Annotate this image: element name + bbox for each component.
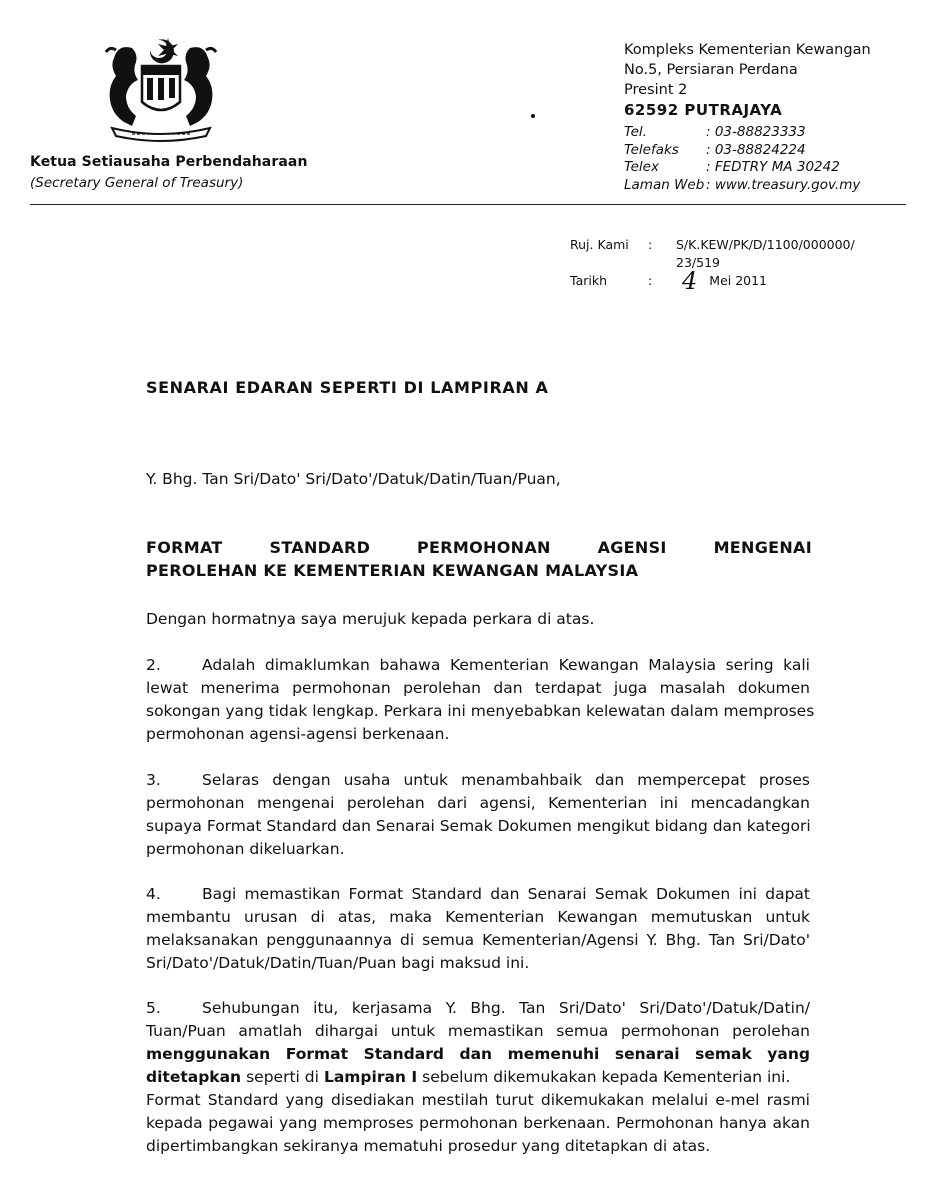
paragraph-text: kepada pegawai yang memproses permohonan berkenaan. Permohonan hanya akan	[146, 1114, 810, 1132]
contact-row-telex	[624, 159, 860, 177]
paragraph-text-bold: menggunakan Format Standard dan memenuhi senarai semak yang	[146, 1045, 810, 1063]
subject-word: PERMOHONAN	[417, 538, 551, 557]
subject-line-1	[146, 536, 812, 559]
date-day-handwritten: 4	[682, 267, 698, 295]
date-month-year: Mei 2011	[709, 273, 768, 288]
paragraph-line	[146, 700, 815, 723]
paragraph-text: Adalah dimaklumkan bahawa Kementerian Kewangan Malaysia sering kali	[202, 656, 810, 674]
paragraph-text: Tuan/Puan amatlah dihargai untuk memastikan semua permohonan perolehan	[146, 1022, 810, 1040]
paragraph-text: sebelum dikemukakan kepada Kementerian ini.	[422, 1068, 791, 1086]
paragraph-text: Sri/Dato'/Datuk/Datin/Tuan/Puan bagi maksud ini.	[146, 954, 530, 972]
paragraph-text: sokongan yang tidak lengkap. Perkara ini menyebabkan kelewatan dalam memproses	[146, 702, 815, 720]
paragraph-number: 4.	[146, 885, 161, 903]
contact-label: Telex	[624, 159, 659, 175]
paragraph-line	[146, 723, 810, 746]
reference-separator: :	[648, 237, 653, 252]
contact-value: : 03-88823333	[706, 124, 806, 140]
paragraph-text-bold: ditetapkan	[146, 1068, 242, 1086]
paragraph-number: 5.	[146, 999, 161, 1017]
paragraph-line	[146, 952, 810, 975]
paragraph-line	[146, 1089, 810, 1112]
reference-label: Ruj. Kami	[570, 237, 629, 252]
paragraph-line	[146, 883, 810, 906]
paragraph-line	[146, 815, 810, 838]
contact-row-tel	[624, 124, 860, 142]
paragraph-text-bold: Lampiran I	[323, 1068, 418, 1086]
paragraph-line	[146, 1066, 810, 1089]
paragraph-text: supaya Format Standard dan Senarai Semak Dokumen mengikut bidang dan kategori	[146, 817, 811, 835]
contact-label: Laman Web	[624, 176, 705, 193]
org-name: Ketua Setiausaha Perbendaharaan	[30, 154, 308, 170]
address-line: Kompleks Kementerian Kewangan	[624, 42, 871, 58]
paragraph-line	[146, 1020, 810, 1043]
paragraph-line	[146, 677, 810, 700]
contact-row-web	[624, 177, 860, 195]
paragraph-line	[146, 1043, 810, 1066]
paragraph-3	[146, 769, 810, 861]
paragraph-text: Sehubungan itu, kerjasama Y. Bhg. Tan Sri/Dato' Sri/Dato'/Datuk/Datin/	[202, 999, 810, 1017]
date-row	[570, 267, 855, 295]
contact-value-website: : www.treasury.gov.my	[706, 176, 861, 193]
paragraph-line	[146, 769, 810, 792]
paragraph-5	[146, 997, 810, 1158]
paragraph-2	[146, 654, 815, 746]
paragraph-line	[146, 906, 810, 929]
header-divider	[30, 204, 906, 205]
paragraph-line	[146, 997, 810, 1020]
paragraph-text: Bagi memastikan Format Standard dan Senarai Semak Dokumen ini dapat	[202, 885, 810, 903]
paragraph-4	[146, 883, 810, 975]
reference-row	[570, 236, 855, 254]
stray-mark	[531, 114, 535, 118]
paragraph-line	[146, 929, 810, 952]
paragraph-text: Format Standard yang disediakan mestilah turut dikemukakan melalui e-mel rasmi	[146, 1091, 810, 1109]
org-subtitle: (Secretary General of Treasury)	[30, 175, 244, 191]
subject-word: MENGENAI	[713, 538, 812, 557]
contact-value: : 03-88824224	[706, 141, 806, 158]
paragraph-number: 3.	[146, 771, 161, 789]
contact-block	[624, 124, 860, 194]
paragraph-text: dipertimbangkan sekiranya mematuhi prosedur yang ditetapkan di atas.	[146, 1137, 711, 1155]
paragraph-number: 2.	[146, 656, 161, 674]
address-city: 62592 PUTRAJAYA	[624, 101, 783, 119]
contact-label: Telefaks	[624, 141, 679, 158]
paragraph-text: Selaras dengan usaha untuk menambahbaik dan mempercepat proses	[202, 771, 810, 789]
paragraph-text: seperti di	[246, 1068, 319, 1086]
contact-label: Tel.	[624, 124, 647, 140]
paragraph-line	[146, 792, 810, 815]
paragraph-text: melaksanakan penggunaannya di semua Kementerian/Agensi Y. Bhg. Tan Sri/Dato'	[146, 931, 810, 949]
address-line: Presint 2	[624, 82, 688, 98]
paragraph-text: lewat menerima permohonan perolehan dan terdapat juga masalah dokumen	[146, 679, 810, 697]
date-separator: :	[648, 273, 653, 288]
salutation: Y. Bhg. Tan Sri/Dato' Sri/Dato'/Datuk/Datin/Tuan/Puan,	[146, 470, 561, 488]
paragraph-line	[146, 654, 810, 677]
coat-of-arms-icon	[92, 36, 230, 146]
paragraph-line	[146, 1135, 810, 1158]
subject-line-2: PEROLEHAN KE KEMENTERIAN KEWANGAN MALAYSIA	[146, 561, 639, 580]
paragraph-text: permohonan dikeluarkan.	[146, 840, 345, 858]
paragraph-text: permohonan mengenai perolehan dari agensi, Kementerian ini mencadangkan	[146, 794, 810, 812]
subject-word: STANDARD	[269, 538, 371, 557]
opening-paragraph	[146, 608, 810, 631]
date-label: Tarikh	[570, 273, 607, 288]
paragraph-text: permohonan agensi-agensi berkenaan.	[146, 725, 450, 743]
contact-value: : FEDTRY MA 30242	[706, 159, 840, 175]
distribution-heading: SENARAI EDARAN SEPERTI DI LAMPIRAN A	[146, 378, 549, 397]
reference-value: S/K.KEW/PK/D/1100/000000/	[676, 237, 855, 252]
contact-row-fax	[624, 142, 860, 160]
paragraph-text: membantu urusan di atas, maka Kementerian Kewangan memutuskan untuk	[146, 908, 810, 926]
paragraph-line	[146, 1112, 810, 1135]
subject-heading	[146, 536, 812, 582]
opening-line: Dengan hormatnya saya merujuk kepada perkara di atas.	[146, 610, 595, 628]
subject-word: AGENSI	[597, 538, 667, 557]
address-block	[624, 40, 871, 120]
subject-word: FORMAT	[146, 538, 223, 557]
reference-value-cont: 23/519	[676, 255, 720, 270]
reference-block	[570, 236, 855, 295]
paragraph-line	[146, 838, 810, 861]
address-line: No.5, Persiaran Perdana	[624, 62, 798, 78]
